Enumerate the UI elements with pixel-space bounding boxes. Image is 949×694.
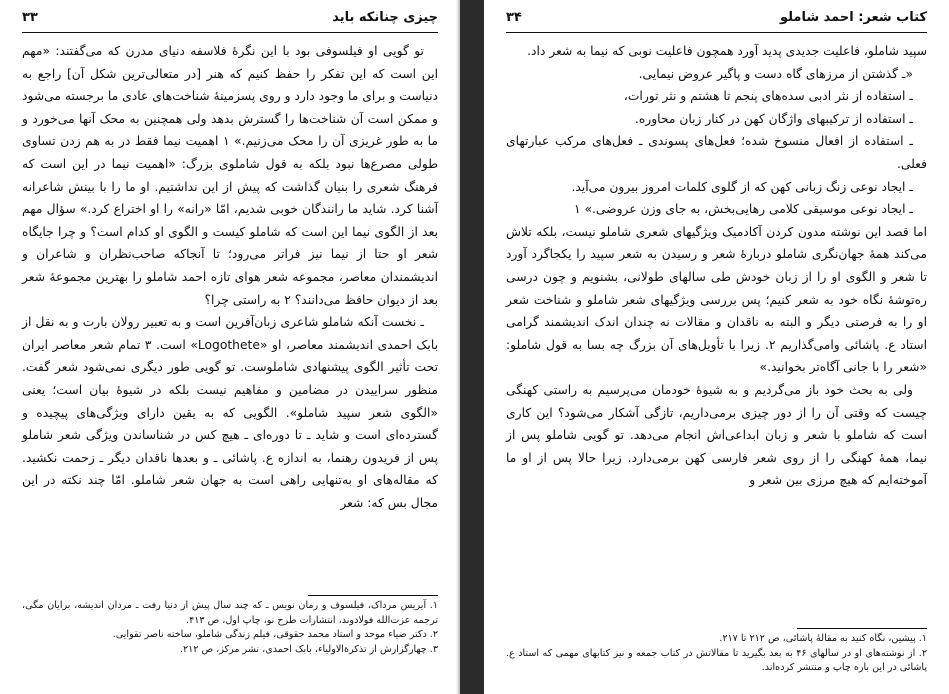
right-page-number: ۳۴ [506,10,522,25]
left-page-number: ۳۳ [22,10,38,25]
left-page-body [22,40,438,514]
left-page [0,0,460,694]
right-list-item-1: «ـ گذشتن از مرزهای گاه دست و پاگیر عروض نیمایی. [638,66,913,81]
right-paragraph-3: ولی به بحث خود باز می‌گردیم و به شیوهٔ خودمان می‌پرسیم به راستی کهنگی چیست که وقتی آن را از دور چیزی برمی‌داریم، تازگی آشکار می‌شود؟ این کاری است که شاملو با شعر و زبان ابداعی‌اش انجام می‌دهد. تو گویی شاملو پس از نیما، همهٔ کهنگی را از روی شعر فارسی کهن برمی‌دارد. زیرا حالا پس از او ما آموخته‌ایم که هیچ مرزی بین شعر و [506,382,927,488]
right-page-body [506,40,927,492]
right-list-item-6: ـ ایجاد نوعی موسیقی کلامی رهایی‌بخش، به جای وزن عروضی.» ۱ [573,202,913,217]
left-footnote-3: ۳. چهارگزارش از تذکرة‌الاولیاء، بابک احمدی، نشر مرکز، ص ۲۱۲. [179,643,438,655]
right-footnotes [506,632,927,676]
right-footnote-2: ۲. از نوشته‌های او در سالهای ۴۶ به بعد بگیرید تا مقالاتش در کتاب جمعه و نیز کتابهای مهمی که استاد ع. پاشائی در این باره چاپ و منتشر کرده‌اند. [506,647,927,674]
right-page-header [506,10,927,32]
left-page-title: چیزی چنانکه باید [332,10,438,25]
book-gutter [460,0,484,694]
right-list-item-4: ـ استفاده از افعال منسوخ شده؛ فعل‌های پسوندی ـ فعل‌های مرکب عبارتهای فعلی. [506,134,927,171]
left-header-rule [22,32,438,33]
right-page [484,0,949,694]
right-paragraph-2: اما قصد این نوشته مدون کردن آکادمیک ویژگیهای شعری شاملو نیست، بلکه تلاش می‌کند همهٔ جهان‌نگری شاملو دربارهٔ شعر و رسیدن به شعر سپید را یکجاگرد آورد تا شعر و الگوی او را از زبان خودش طی سالهای طولانی، بشنویم و چون درسی ره‌توشهٔ نگاه خود به شعر کنیم؛ پس بررسی ویژگیهای شعر شاملو و شناخت شعر او را به فرصتی دیگر و البته به ناقدان و مقالات نه چندان اندک اندیشمند گرامی استاد ع. پاشائی وامی‌گذاریم ۲. زیرا با تأویل‌های آن بزرگ چه بسا به قول شاملو: «شعر را با جانی آگاه‌تر بخوانید.» [506,224,927,375]
left-footnotes [22,599,438,657]
right-footnote-rule [797,628,927,629]
right-list-item-2: ـ استفاده از نثر ادبی سده‌های پنجم تا هشتم و نثر تورات، [623,89,913,104]
left-paragraph-2: ـ نخست آنکه شاملو شاعری زبان‌آفرین است و به تعبیر رولان بارت و به نقل از بابک احمدی اندیشمند معاصر، او «Logothete» است. ۳ تمام شعر معاصر ایران تحت تأثیر الگوی پیشنهادی شاملوست. تو گویی طور دیگری نمی‌شود شعر گفت. منظور سراییدن در مضامین و مفاهیم نیست بلکه در شیوهٔ بیان است؛ یعنی «الگوی شعر سپید شاملو». الگویی که به یقین دارای ویژگی‌های پیچیده و گسترده‌ای است و شاید ـ تا دوره‌ای ـ هیچ کس در شناساندن ویژگی شعر شاملو پس از فریدون رهنما، به اندازه ع. پاشائی ـ و بعدها ناقدان دیگر ـ زحمت نکشید. که مقاله‌های او به‌تنهایی راهی است به جهان شعر شاملو. امّا چند نکته در این مجال بس که: شعر [22,315,438,510]
right-list-item-5: ـ ایجاد نوعی زنگ زبانی کهن که از گلوی کلمات امروز بیرون می‌آید. [571,179,913,194]
left-page-header [22,10,438,32]
left-paragraph-1: تو گویی او فیلسوفی بود با این نگرهٔ فلاسفه دنیای مدرن که می‌گفتند: «مهم این است که این تفکر را حفظ کنیم که هنر [در متعالی‌ترین شکل آن] راجع به دنیاست و برای ما وجود دارد و روی پسزمینهٔ شناخت‌های عادی ما برجسته می‌شود و ممکن است آن شناخت‌ها را گسترش بدهد ولی همچنین به محک آنها می‌خورد و ما به طور غریزی آن را محک می‌زنیم.» ۱ اهمیت نیما فقط در به هم زدن تساوی طولی مصرع‌ها نبود بلکه به قول شاملوی بزرگ: «اهمیت نیما در این است که فرهنگ شعری را بنیان گذاشت که پیش از این نداشتیم. او ما را با بینش شاعرانه آشنا کرد. شاید ما رانندگان خوبی شدیم، امّا «رانه» را او اختراع کرد.» سؤال مهم بعد از الگوی نیما این است که شاملو کیست و الگوی او کدام است؟ و چرا جایگاه شعر او حتا از نیما نیز فراتر می‌رود؛ تا آنجاکه صاحب‌نظران و شاعران و اندیشمندان معاصر، مجموعه شعر هوای تازه احمد شاملو را بهترین مجموعهٔ شعر بعد از دیوان حافظ می‌دانند؟ ۲ به راستی چرا؟ [22,44,438,307]
right-paragraph-1: سپید شاملو، فاعلیت جدیدی پدید آورد همچون فاعلیت نوبی که نیما به شعر داد. [527,44,927,58]
right-header-rule [506,32,927,33]
left-footnote-1: ۱. آیریس مرداک، فیلسوف و رمان نویس ـ که چند سال پیش از دنیا رفت ـ مردان اندیشه، برایان مگی، ترجمه عزت‌الله فولادوند، انتشارات طرح نو، چاپ اول، ص ۴۱۳. [22,600,438,626]
right-list-item-3: ـ استفاده از ترکیبهای واژگان کهن در کنار زبان محاوره. [634,111,913,126]
left-footnote-rule [308,595,438,596]
right-footnote-1: ۱. پیشین، نگاه کنید به مقالهٔ پاشائی، ص ۲۱۲ تا ۲۱۷. [719,633,927,644]
left-footnote-2: ۲. دکتر ضیاء موحد و استاد محمد حقوقی، فیلم زندگی شاملو، ساخته ناصر تقوایی. [112,629,438,641]
right-page-title: کتاب شعر: احمد شاملو [779,10,927,25]
